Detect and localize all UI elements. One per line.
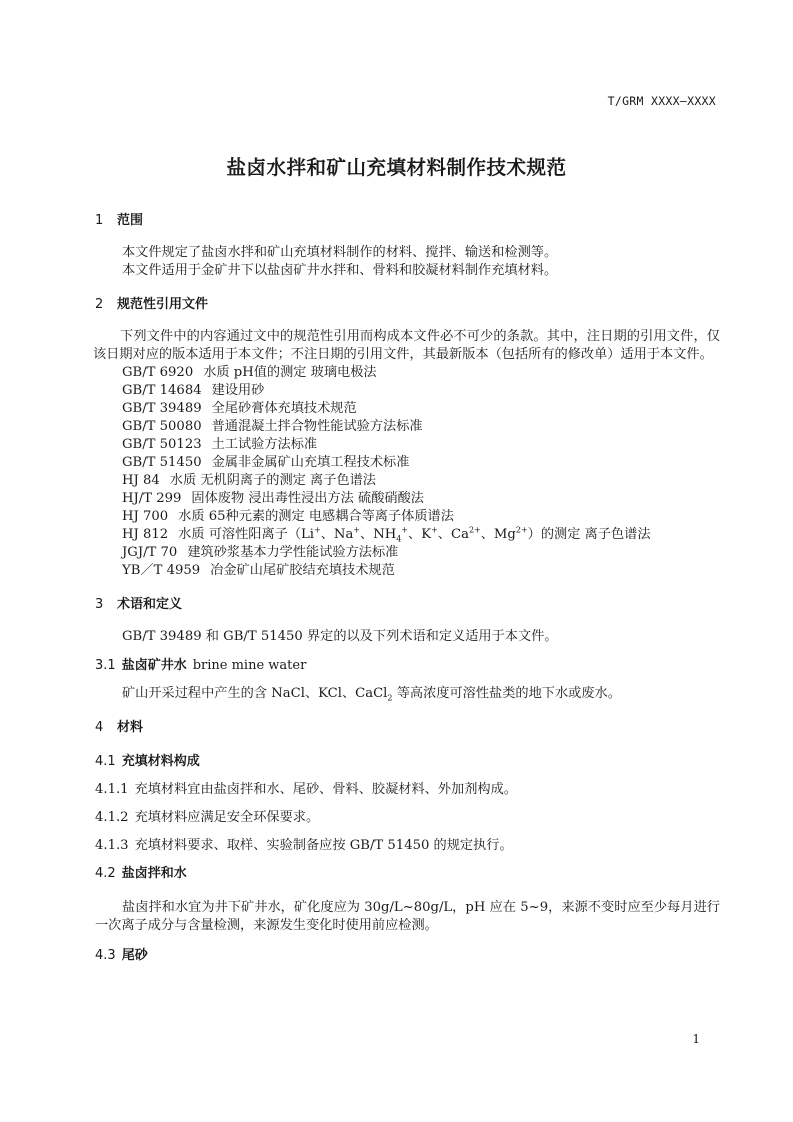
reference-item: GB/T 39489 全尾砂膏体充填技术规范: [122, 401, 357, 416]
document-title: 盐卤水拌和矿山充填材料制作技术规范: [226, 156, 567, 179]
clause-4-1-2: 4.1.2 充填材料应满足安全环保要求。: [95, 810, 320, 825]
section-2-heading: 2 规范性引用文件: [95, 297, 209, 312]
term-3-1-definition: 矿山开采过程中产生的含 NaCl、KCl、CaCl$_2$ 等高浓度可溶性盐类的地下水或废水。: [122, 686, 621, 703]
section-2-intro: 下列文件中的内容通过文中的规范性引用而构成本文件必不可少的条款。其中，注日期的引用文件，仅该日期对应的版本适用于本文件；不注日期的引用文件，其最新版本（包括所有的修改单）适用于本文件。: [93, 329, 720, 362]
reference-item: GB/T 50080 普通混凝土拌合物性能试验方法标准: [122, 419, 423, 434]
reference-item: GB/T 51450 金属非金属矿山充填工程技术标准: [122, 455, 410, 470]
section-4-2-text: 盐卤拌和水宜为井下矿井水，矿化度应为 30g/L~80g/L，pH 应在 5~9，来源不变时应至少每月进行一次离子成分与含量检测，来源发生变化时使用前应检测。: [95, 900, 720, 933]
section-4-1-heading: 4.1 充填材料构成: [95, 754, 200, 769]
section-3-intro: GB/T 39489 和 GB/T 51450 界定的以及下列术语和定义适用于本文件。: [122, 629, 558, 644]
reference-item: YB／T 4959 冶金矿山尾矿胶结充填技术规范: [122, 563, 395, 578]
reference-item: HJ 700 水质 65种元素的测定 电感耦合等离子体质谱法: [122, 509, 454, 524]
document-code: T/GRM XXXX—XXXX: [607, 94, 716, 108]
reference-item: GB/T 6920 水质 pH值的测定 玻璃电极法: [122, 365, 377, 380]
clause-4-1-3: 4.1.3 充填材料要求、取样、实验制备应按 GB/T 51450 的规定执行。: [95, 838, 513, 853]
reference-list: [95, 364, 720, 580]
section-3-heading: 3 术语和定义: [95, 597, 183, 612]
reference-item: GB/T 14684 建设用砂: [122, 383, 265, 398]
section-1-para-2: 本文件适用于金矿井下以盐卤矿井水拌和、骨料和胶凝材料制作充填材料。: [122, 263, 558, 278]
section-4-3-heading: 4.3 尾砂: [95, 948, 148, 963]
reference-item: HJ/T 299 固体废物 浸出毒性浸出方法 硫酸硝酸法: [122, 491, 424, 506]
page-number: 1: [692, 1032, 700, 1046]
reference-item: HJ 84 水质 无机阴离子的测定 离子色谱法: [122, 473, 376, 488]
section-1-heading: 1 范围: [95, 213, 144, 228]
term-3-1-heading: 3.1 盐卤矿井水 brine mine water: [95, 658, 307, 673]
clause-4-1-1: 4.1.1 充填材料宜由盐卤拌和水、尾砂、骨料、胶凝材料、外加剂构成。: [95, 782, 517, 797]
reference-item: JGJ/T 70 建筑砂浆基本力学性能试验方法标准: [122, 545, 399, 560]
section-4-heading: 4 材料: [95, 720, 144, 735]
section-4-2-heading: 4.2 盐卤拌和水: [95, 866, 187, 881]
document-body: [95, 212, 720, 965]
reference-item: GB/T 50123 土工试验方法标准: [122, 437, 318, 452]
section-1-para-1: 本文件规定了盐卤水拌和矿山充填材料制作的材料、搅拌、输送和检测等。: [122, 245, 558, 260]
reference-item-hj812: HJ 812 水质 可溶性阳离子（Li+、Na+、$NH_4^+$、K+、$Ca^{2+}$、$Mg^{2+}$）的测定 离子色谱法: [122, 525, 651, 544]
